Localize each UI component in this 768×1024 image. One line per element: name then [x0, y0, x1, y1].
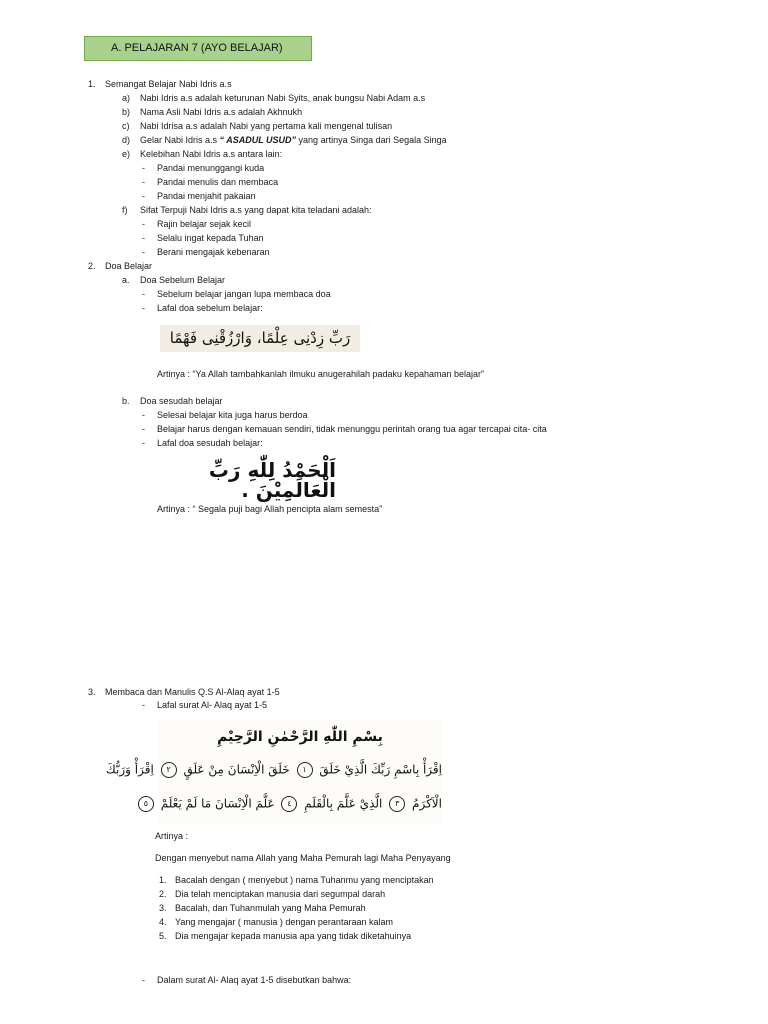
numbered-item-number: 1.: [159, 875, 167, 885]
dash-bullet: -: [142, 233, 145, 243]
sub-item-text: [140, 136, 447, 145]
sub-label: b.: [122, 396, 130, 406]
numbered-item-number: 4.: [159, 917, 167, 927]
numbered-item: Bacalah dengan ( menyebut ) nama Tuhanmu yang menciptakan: [175, 875, 434, 885]
sub-item-text: Nabi Idrisa a.s adalah Nabi yang pertama kali mengenal tulisan: [140, 121, 393, 131]
list-number: 1.: [88, 79, 96, 89]
dash-bullet: -: [142, 424, 145, 434]
dash-bullet: -: [142, 289, 145, 299]
quran-line-2: [143, 796, 442, 812]
list-number: 2.: [88, 261, 96, 271]
dash-bullet: -: [142, 975, 145, 985]
verse-text: الْاَكْرَمُ: [412, 796, 442, 811]
arabic-text: اَلْحَمْدُ لِلّٰهِ رَبِّ الْعَالَمِيْنَ .: [208, 458, 336, 502]
sub-item-text: Nabi Idris a.s adalah keturunan Nabi Syits, anak bungsu Nabi Adam a.s: [140, 93, 426, 103]
translation-text: Artinya : “Ya Allah tambahkanlah ilmuku anugerahilah padaku kepahaman belajar”: [157, 369, 485, 379]
dash-bullet: -: [142, 163, 145, 173]
list-item-title: Semangat Belajar Nabi Idris a.s: [105, 79, 232, 89]
dash-bullet: -: [142, 438, 145, 448]
translation-intro: Dengan menyebut nama Allah yang Maha Pemurah lagi Maha Penyayang: [155, 853, 451, 863]
bullet-item: Rajin belajar sejak kecil: [157, 219, 252, 229]
section-heading-text: A. PELAJARAN 7 (AYO BELAJAR): [111, 42, 283, 54]
dash-bullet: -: [142, 303, 145, 313]
dash-bullet: -: [142, 410, 145, 420]
arabic-prayer-before: [160, 325, 360, 352]
sub-label: b): [122, 107, 131, 117]
text-part: yang artinya Singa dari Segala Singa: [296, 135, 447, 145]
bullet-item: Pandai menulis dan membaca: [157, 177, 279, 187]
arabic-prayer-after: [160, 460, 336, 500]
dash-bullet: -: [142, 700, 145, 710]
sub-item-text: Doa sesudah belajar: [140, 396, 223, 406]
section-heading: [84, 36, 312, 61]
sub-label: a.: [122, 275, 130, 285]
sub-item-text: Sifat Terpuji Nabi Idris a.s yang dapat kita teladani adalah:: [140, 205, 372, 215]
numbered-item-number: 3.: [159, 903, 167, 913]
list-item-title: Membaca dan Manulis Q.S Al-Alaq ayat 1-5: [105, 687, 280, 697]
bullet-item: Lafal surat Al- Alaq ayat 1-5: [157, 700, 268, 710]
quran-line-1: [105, 762, 442, 778]
numbered-item-number: 2.: [159, 889, 167, 899]
verse-text: الَّذِيْ عَلَّمَ بِالْقَلَمِ: [304, 796, 383, 811]
ayah-marker: ٢: [161, 762, 177, 778]
bullet-item: Lafal doa sesudah belajar:: [157, 438, 263, 448]
list-number: 3.: [88, 687, 96, 697]
bullet-item: Berani mengajak kebenaran: [157, 247, 270, 257]
translation-label: Artinya :: [155, 831, 189, 841]
ayah-marker: ٣: [389, 796, 405, 812]
verse-text: خَلَقَ الْاِنْسَانَ مِنْ عَلَقٍ: [183, 762, 290, 777]
numbered-item: Dia telah menciptakan manusia dari segumpal darah: [175, 889, 386, 899]
numbered-item: Dia mengajar kepada manusia apa yang tidak diketahuinya: [175, 931, 412, 941]
dash-bullet: -: [142, 219, 145, 229]
verse-text: اِقْرَأْ وَرَبُّكَ: [105, 762, 154, 777]
sub-label: f): [122, 205, 128, 215]
sub-label: a): [122, 93, 131, 103]
sub-label: e): [122, 149, 131, 159]
quran-image-al-alaq: [105, 720, 442, 824]
dash-bullet: -: [142, 191, 145, 201]
bullet-item: Selalu ingat kepada Tuhan: [157, 233, 264, 243]
bullet-item: Selesai belajar kita juga harus berdoa: [157, 410, 308, 420]
bullet-item: Pandai menunggangi kuda: [157, 163, 265, 173]
bullet-item: Dalam surat Al- Alaq ayat 1-5 disebutkan bahwa:: [157, 975, 352, 985]
verse-text: عَلَّمَ الْاِنْسَانَ مَا لَمْ يَعْلَمْ: [160, 796, 275, 811]
translation-text: Artinya : “ Segala puji bagi Allah pencipta alam semesta”: [157, 504, 383, 514]
ayah-marker: ٤: [281, 796, 297, 812]
bullet-item: Sebelum belajar jangan lupa membaca doa: [157, 289, 331, 299]
sub-label: d): [122, 135, 131, 145]
numbered-item: Bacalah, dan Tuhanmulah yang Maha Pemurah: [175, 903, 366, 913]
sub-label: c): [122, 121, 130, 131]
arabic-text: رَبِّ زِدْنِى عِلْمًا، وَارْزُقْنِى فَهْمًا: [169, 329, 351, 347]
bullet-item: Belajar harus dengan kemauan sendiri, tidak menunggu perintah orang tua agar tercapai cita- cita: [157, 424, 547, 434]
list-item-title: Doa Belajar: [105, 261, 153, 271]
sub-item-text: Kelebihan Nabi Idris a.s antara lain:: [140, 149, 283, 159]
dash-bullet: -: [142, 247, 145, 257]
ayah-marker: ١: [297, 762, 313, 778]
ayah-marker: ٥: [138, 796, 154, 812]
emphasis-text: “ ASADUL USUD”: [219, 135, 297, 145]
numbered-item-number: 5.: [159, 931, 167, 941]
sub-item-text: Nama Asli Nabi Idris a.s adalah Akhnukh: [140, 107, 303, 117]
basmalah: بِسْمِ اللّٰهِ الرَّحْمٰنِ الرَّحِيْمِ: [217, 729, 383, 745]
bullet-item: Lafal doa sebelum belajar:: [157, 303, 263, 313]
verse-text: اِقْرَأْ بِاسْمِ رَبِّكَ الَّذِيْ خَلَقَ: [319, 762, 442, 777]
dash-bullet: -: [142, 177, 145, 187]
sub-item-text: Doa Sebelum Belajar: [140, 275, 226, 285]
numbered-item: Yang mengajar ( manusia ) dengan perantaraan kalam: [175, 917, 393, 927]
bullet-item: Pandai menjahit pakaian: [157, 191, 256, 201]
text-part: Gelar Nabi Idris a.s: [140, 135, 220, 145]
